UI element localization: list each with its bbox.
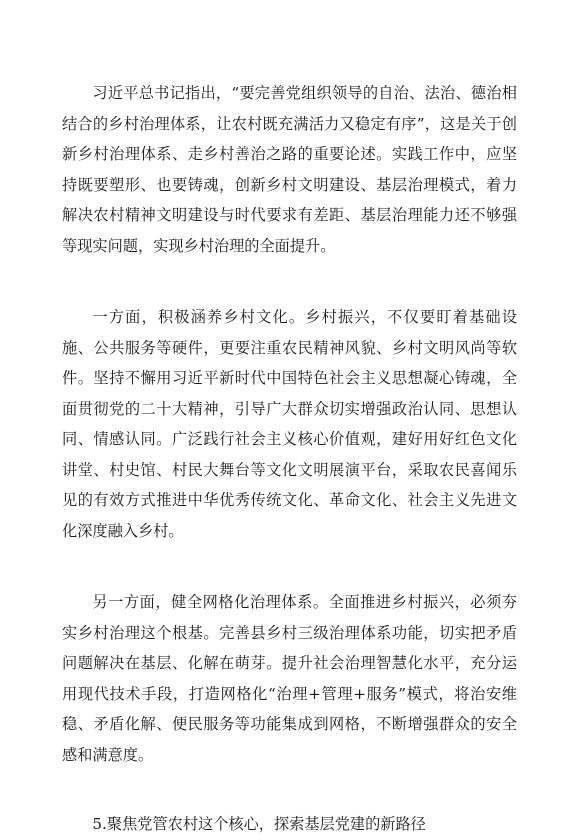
section-heading: 5.聚焦党管农村这个核心，探索基层党建的新路径	[92, 815, 426, 833]
paragraph-grid-governance: 另一方面，健全网格化治理体系。全面推进乡村振兴，必须夯实乡村治理这个根基。完善县乡村三级治理体系功能，切实把矛盾问题解决在基层、化解在萌芽。提升社会治理智慧化水平，充分运用现代技术手段，打造网格化“治理+管理+服务”模式，将治安维稳、矛盾化解、便民服务等功能集成到网格，不断增强群众的安全感和满意度。	[62, 593, 517, 764]
paragraph-governance-intro: 习近平总书记指出，“要完善党组织领导的自治、法治、德治相结合的乡村治理体系，让农村既充满活力又稳定有序”，这是关于创新乡村治理体系、走乡村善治之路的重要论述。实践工作中，应坚持既要塑形、也要铸魂，创新乡村文明建设、基层治理模式，着力解决农村精神文明建设与时代要求有差距、基层治理能力还不够强等现实问题，实现乡村治理的全面提升。	[62, 84, 517, 255]
document-body	[62, 78, 517, 840]
paragraph-rural-culture: 一方面，积极涵养乡村文化。乡村振兴，不仅要盯着基础设施、公共服务等硬件，更要注重农民精神风貌、乡村文明风尚等软件。坚持不懈用习近平新时代中国特色社会主义思想凝心铸魂，全面贯彻党的二十大精神，引导广大群众切实增强政治认同、思想认同、情感认同。广泛践行社会主义核心价值观，建好用好红色文化讲堂、村史馆、村民大舞台等文化文明展演平台，采取农民喜闻乐见的有效方式推进中华优秀传统文化、革命文化、社会主义先进文化深度融入乡村。	[62, 308, 517, 540]
